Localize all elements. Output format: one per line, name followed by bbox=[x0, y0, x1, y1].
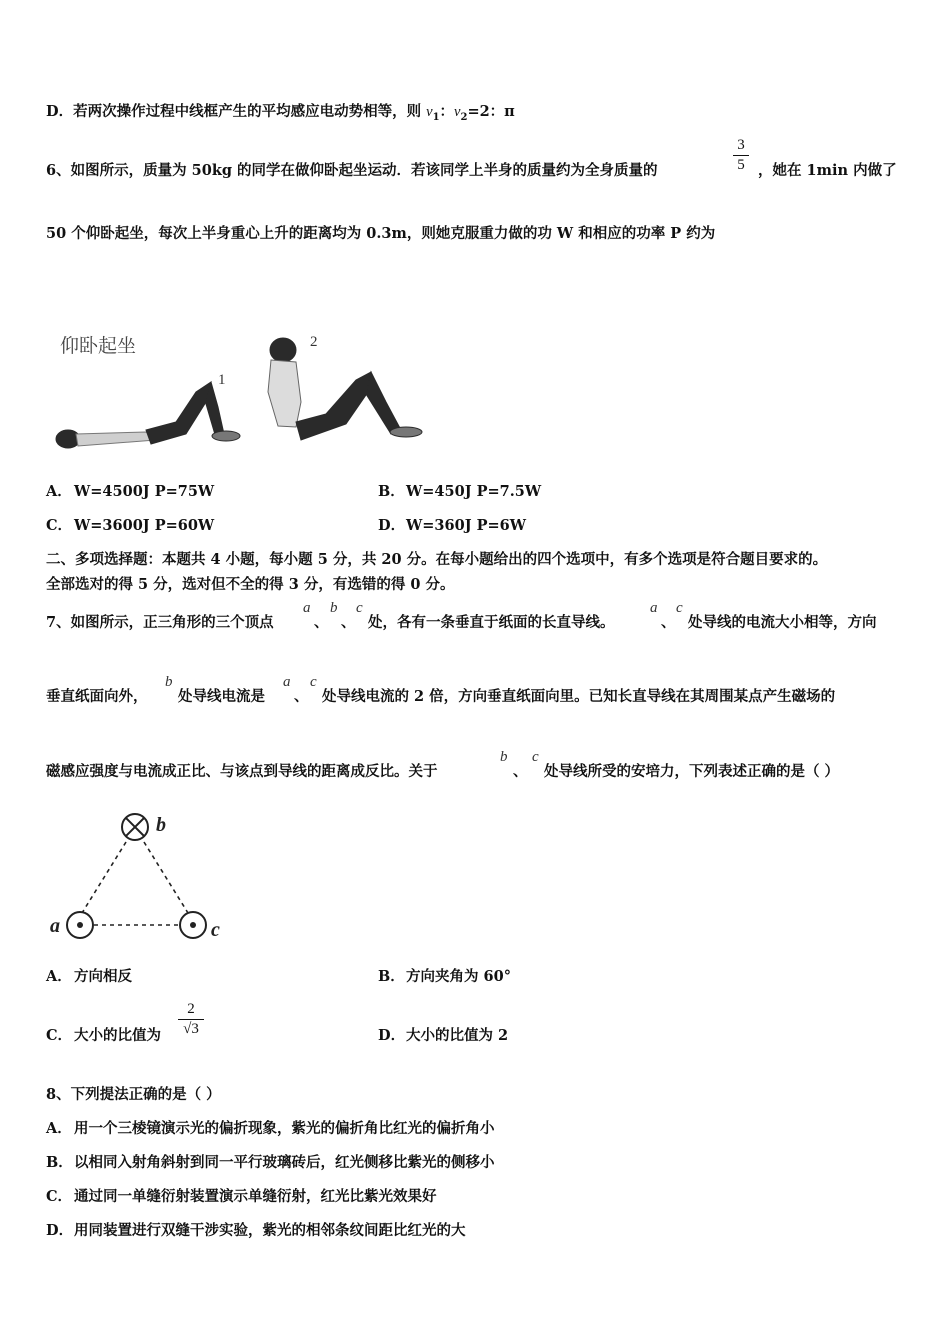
q6-fraction-numerator: 3 bbox=[737, 137, 745, 153]
q6-option-a[interactable] bbox=[46, 482, 214, 502]
figure-label-1: 1 bbox=[218, 372, 226, 388]
q7-sep: 、 bbox=[314, 614, 329, 631]
ratio-value: =2：π bbox=[467, 103, 515, 120]
q7-var-a: a bbox=[303, 600, 311, 616]
option-letter: A． bbox=[46, 968, 72, 985]
option-text: 用同装置进行双缝干涉实验，紫光的相邻条纹间距比红光的大 bbox=[74, 1222, 466, 1239]
q6-stem-line2: 50 个仰卧起坐，每次上半身重心上升的距离均为 0.3m，则她克服重力做的功 W 和相应的功率 P 约为 bbox=[46, 225, 716, 242]
q7-stem-line2a: 垂直纸面向外， bbox=[46, 688, 148, 705]
q7-sep: 、 bbox=[513, 763, 528, 780]
option-letter: C． bbox=[46, 1188, 73, 1205]
q7-option-d[interactable] bbox=[378, 1026, 508, 1046]
q8-option-b[interactable] bbox=[46, 1153, 495, 1173]
fraction-denominator: √3 bbox=[183, 1021, 199, 1037]
figure-label-a: a bbox=[50, 915, 60, 937]
side-bc bbox=[144, 842, 188, 913]
option-text: 大小的比值为 bbox=[74, 1027, 161, 1044]
q7-var-b: b bbox=[165, 674, 173, 690]
q8-option-d[interactable] bbox=[46, 1221, 466, 1241]
q7-var-c: c bbox=[310, 674, 317, 690]
option-text: 方向夹角为 60° bbox=[406, 968, 511, 985]
q7-stem-line1b: 处，各有一条垂直于纸面的长直导线。 bbox=[368, 614, 615, 631]
q6-option-b[interactable] bbox=[378, 482, 541, 502]
q8-stem: 8、下列提法正确的是（ ） bbox=[46, 1086, 221, 1103]
figure-label-b: b bbox=[156, 814, 166, 836]
option-text: 以相同入射角斜射到同一平行玻璃砖后，红光侧移比紫光的侧移小 bbox=[74, 1154, 495, 1171]
option-text: W=4500J P=75W bbox=[74, 483, 215, 500]
q8-option-c[interactable] bbox=[46, 1187, 437, 1207]
option-text: 大小的比值为 2 bbox=[406, 1027, 509, 1044]
q6-fraction bbox=[733, 137, 749, 174]
q7-option-a[interactable] bbox=[46, 967, 132, 987]
q7-stem-line2c: 处导线电流的 2 倍，方向垂直纸面向里。已知长直导线在其周围某点产生磁场的 bbox=[322, 688, 836, 705]
q6-option-d[interactable] bbox=[378, 516, 526, 536]
q7-var-c: c bbox=[676, 600, 683, 616]
q7-sep: 、 bbox=[294, 688, 309, 705]
q7-var-a: a bbox=[650, 600, 658, 616]
q7-stem-line2b: 处导线电流是 bbox=[178, 688, 265, 705]
q7-option-b[interactable] bbox=[378, 967, 511, 987]
sub-2: 2 bbox=[460, 111, 468, 123]
q6-option-c[interactable] bbox=[46, 516, 214, 536]
option-letter: C． bbox=[46, 517, 73, 534]
q6-fraction-denominator: 5 bbox=[737, 157, 745, 173]
q7-stem-line3a: 磁感应强度与电流成正比、与该点到导线的距离成反比。关于 bbox=[46, 763, 438, 780]
fraction-bar bbox=[178, 1019, 204, 1020]
option-text: W=3600J P=60W bbox=[74, 517, 215, 534]
q7-stem-line3b: 处导线所受的安培力，下列表述正确的是（ ） bbox=[544, 763, 840, 780]
q5-option-d-text: D．若两次操作过程中线框产生的平均感应电动势相等，则 bbox=[46, 103, 427, 120]
triangle-wire-figure bbox=[44, 805, 234, 947]
q7-var-b: b bbox=[330, 600, 338, 616]
wire-b-into-page-icon bbox=[122, 814, 148, 840]
fraction-numerator: 2 bbox=[187, 1001, 195, 1017]
option-letter: D． bbox=[378, 1027, 406, 1044]
situp-figure bbox=[46, 322, 436, 462]
option-letter: C． bbox=[46, 1027, 73, 1044]
q7-var-c: c bbox=[356, 600, 363, 616]
option-text: 方向相反 bbox=[74, 968, 132, 985]
figure-label-2: 2 bbox=[310, 334, 318, 350]
section2-header-line2: 全部选对的得 5 分，选对但不全的得 3 分，有选错的得 0 分。 bbox=[46, 576, 455, 593]
option-text: W=450J P=7.5W bbox=[406, 483, 542, 500]
q7-option-c[interactable] bbox=[46, 1026, 161, 1046]
q7-var-c: c bbox=[532, 749, 539, 765]
wire-c-out-of-page-icon bbox=[180, 912, 206, 938]
q7-var-a: a bbox=[283, 674, 291, 690]
q6-stem-line1b: ，她在 1min 内做了 bbox=[758, 162, 897, 179]
q8-option-a[interactable] bbox=[46, 1119, 495, 1139]
ratio-sep: ： bbox=[439, 103, 455, 120]
figure-title: 仰卧起坐 bbox=[60, 336, 137, 357]
var-v2: v bbox=[454, 104, 461, 120]
q6-stem-line1a: 6、如图所示，质量为 50kg 的同学在做仰卧起坐运动．若该同学上半身的质量约为全身质量的 bbox=[46, 162, 658, 179]
option-text: 用一个三棱镜演示光的偏折现象，紫光的偏折角比红光的偏折角小 bbox=[74, 1120, 495, 1137]
q7-sep: 、 bbox=[661, 614, 676, 631]
wire-a-out-of-page-icon bbox=[67, 912, 93, 938]
figure-label-c: c bbox=[211, 919, 220, 941]
var-v1: v bbox=[426, 104, 433, 120]
fraction-bar bbox=[733, 155, 749, 156]
sub-1: 1 bbox=[432, 111, 440, 123]
option-letter: A． bbox=[46, 1120, 72, 1137]
q5-option-d bbox=[46, 102, 515, 128]
option-text: W=360J P=6W bbox=[406, 517, 527, 534]
option-letter: B． bbox=[378, 968, 405, 985]
option-letter: D． bbox=[46, 1222, 74, 1239]
q7-sep: 、 bbox=[341, 614, 356, 631]
option-text: 通过同一单缝衍射装置演示单缝衍射，红光比紫光效果好 bbox=[74, 1188, 437, 1205]
q7-stem-line1a: 7、如图所示，正三角形的三个顶点 bbox=[46, 614, 274, 631]
section2-header-line1: 二、多项选择题：本题共 4 小题，每小题 5 分，共 20 分。在每小题给出的四个选项中，有多个选项是符合题目要求的。 bbox=[46, 551, 828, 568]
side-ab bbox=[82, 842, 126, 913]
q7-option-c-fraction bbox=[178, 1001, 204, 1038]
option-letter: B． bbox=[46, 1154, 73, 1171]
option-letter: A． bbox=[46, 483, 72, 500]
option-letter: B． bbox=[378, 483, 405, 500]
q7-var-b: b bbox=[500, 749, 508, 765]
q7-stem-line1c: 处导线的电流大小相等，方向 bbox=[688, 614, 877, 631]
option-letter: D． bbox=[378, 517, 406, 534]
